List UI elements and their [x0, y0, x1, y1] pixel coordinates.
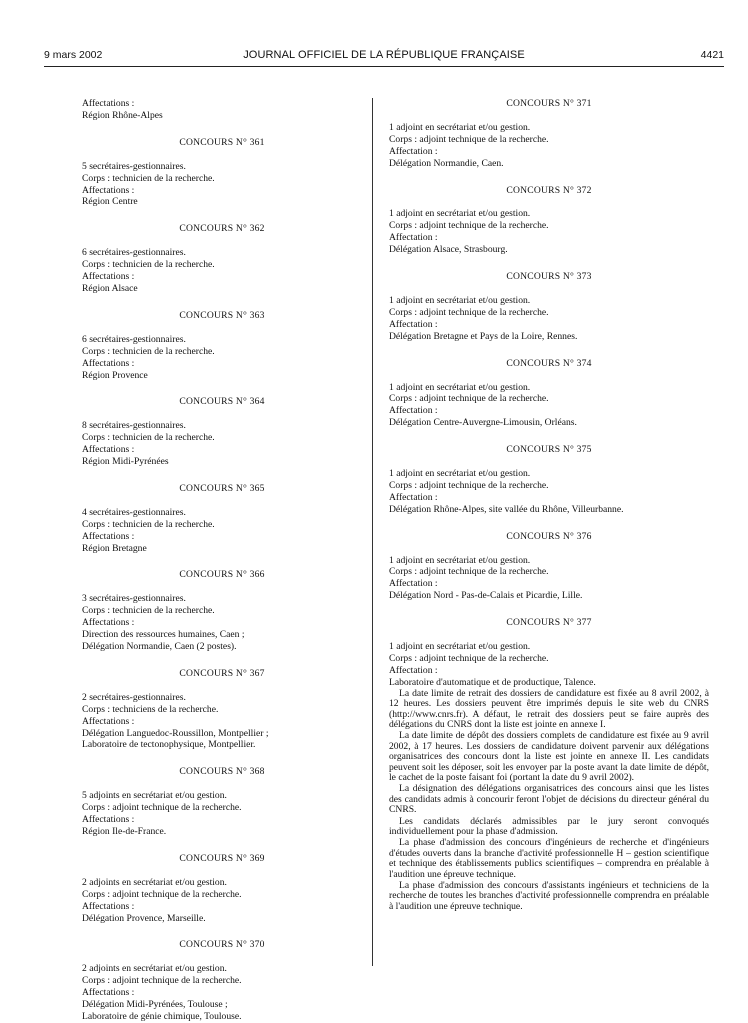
concours-title: CONCOURS N° 375: [506, 444, 592, 456]
concours-line: Affectation :: [389, 578, 438, 590]
concours-title: CONCOURS N° 363: [179, 309, 265, 321]
concours-section: [389, 358, 709, 430]
page-number: 4421: [700, 49, 724, 61]
concours-line: Région Centre: [82, 196, 138, 208]
concours-title: CONCOURS N° 377: [506, 617, 592, 629]
concours-line: Corps : technicien de la recherche.: [82, 259, 215, 271]
concours-section: [82, 483, 362, 555]
concours-section: [82, 668, 362, 751]
concours-section: [82, 310, 362, 382]
concours-line: Corps : adjoint technique de la recherche.: [389, 566, 549, 578]
concours-line: Corps : techniciens de la recherche.: [82, 703, 219, 715]
concours-section: [389, 617, 709, 689]
body-paragraph: La phase d'admission des concours d'assistants ingénieurs et techniciens de la recherche de toutes les branches d'activité professionnelle comprendra en préalable à l'audition une épreuve technique.: [389, 880, 709, 912]
concours-line: 1 adjoint en secrétariat et/ou gestion.: [389, 468, 531, 480]
concours-section: [82, 137, 362, 209]
body-paragraphs: [389, 689, 709, 913]
body-paragraph: Les candidats déclarés admissibles par le jury seront convoqués individuellement pour la phase d'admission.: [389, 815, 709, 837]
concours-line: 2 adjoints en secrétariat et/ou gestion.: [82, 963, 227, 975]
concours-section: [82, 569, 362, 652]
concours-line: Délégation Midi-Pyrénées, Toulouse ;: [82, 999, 228, 1011]
right-sections: [389, 98, 709, 689]
concours-line: Affectation :: [389, 232, 438, 244]
concours-line: 2 secrétaires-gestionnaires.: [82, 691, 186, 703]
concours-line: Corps : adjoint technique de la recherche.: [82, 802, 242, 814]
concours-line: Région Ile-de-France.: [82, 825, 167, 837]
concours-line: Corps : adjoint technique de la recherche.: [389, 133, 549, 145]
body-paragraph: La désignation des délégations organisatrices des concours ainsi que les listes des candidats admis à concourir feront l'objet de décisions du directeur général du CNRS.: [389, 783, 709, 816]
concours-title: CONCOURS N° 362: [179, 223, 265, 235]
concours-line: Corps : adjoint technique de la recherche.: [389, 393, 549, 405]
concours-line: Direction des ressources humaines, Caen ;: [82, 629, 245, 641]
concours-line: Affectations :: [82, 715, 135, 727]
header-rule: [44, 66, 724, 67]
concours-line: 1 adjoint en secrétariat et/ou gestion.: [389, 294, 531, 306]
concours-section: [82, 766, 362, 838]
concours-title: CONCOURS N° 376: [506, 530, 592, 542]
concours-line: Délégation Normandie, Caen (2 postes).: [82, 641, 237, 652]
concours-line: Corps : adjoint technique de la recherche.: [389, 220, 549, 232]
concours-section: [389, 185, 709, 257]
concours-line: 1 adjoint en secrétariat et/ou gestion.: [389, 381, 531, 393]
concours-title: CONCOURS N° 371: [506, 98, 592, 109]
concours-line: Affectations :: [82, 271, 135, 283]
concours-line: 6 secrétaires-gestionnaires.: [82, 247, 186, 259]
concours-section: [82, 223, 362, 295]
concours-line: Corps : adjoint technique de la recherche.: [82, 888, 242, 900]
concours-title: CONCOURS N° 369: [179, 852, 265, 864]
concours-line: Corps : technicien de la recherche.: [82, 605, 215, 617]
concours-title: CONCOURS N° 374: [506, 357, 592, 369]
concours-title: CONCOURS N° 361: [179, 136, 265, 148]
concours-line: Délégation Alsace, Strasbourg.: [389, 244, 508, 256]
concours-line: Région Alsace: [82, 282, 138, 294]
concours-line: 8 secrétaires-gestionnaires.: [82, 420, 186, 432]
concours-line: Délégation Rhône-Alpes, site vallée du Rhône, Villeurbanne.: [389, 503, 624, 515]
concours-line: Délégation Provence, Marseille.: [82, 912, 206, 924]
concours-line: Affectations :: [82, 900, 135, 912]
concours-title: CONCOURS N° 366: [179, 569, 265, 581]
concours-line: 1 adjoint en secrétariat et/ou gestion.: [389, 208, 531, 220]
concours-line: Laboratoire d'automatique et de productique, Talence.: [389, 676, 596, 688]
body-paragraph: La phase d'admission des concours d'ingénieurs de recherche et d'ingénieurs d'études ouverts dans la branche d'activité professionnelle H – gestion scientifique et technique des établissements publics scientifiques – comprendra en préalable à l'audition une épreuve technique.: [389, 837, 709, 880]
concours-line: Région Midi-Pyrénées: [82, 456, 169, 468]
concours-line: Corps : adjoint technique de la recherche.: [389, 306, 549, 318]
concours-line: Affectation :: [389, 318, 438, 330]
concours-section: [389, 98, 709, 170]
concours-line: Affectation :: [389, 664, 438, 676]
concours-section: [389, 444, 709, 516]
concours-line: 2 adjoints en secrétariat et/ou gestion.: [82, 876, 227, 888]
concours-title: CONCOURS N° 370: [179, 939, 265, 951]
concours-line: Affectations :: [82, 444, 135, 456]
concours-line: 5 secrétaires-gestionnaires.: [82, 160, 186, 172]
concours-line: Délégation Bretagne et Pays de la Loire, Rennes.: [389, 330, 578, 342]
concours-line: Corps : technicien de la recherche.: [82, 518, 215, 530]
concours-line: Affectation :: [389, 145, 438, 157]
concours-line: Affectations :: [82, 814, 135, 826]
concours-section: [82, 853, 362, 925]
body-paragraph: La date limite de retrait des dossiers de candidature est fixée au 8 avril 2002, à 12 heures. Les dossiers peuvent être imprimés depuis le site web du CNRS (http://www.cnrs.fr). A défaut, le retrait des dossiers peut se faire auprès des délégations du CNRS dont la liste est jointe en annexe I.: [389, 687, 709, 730]
concours-line: Corps : technicien de la recherche.: [82, 172, 215, 184]
concours-line: Délégation Centre-Auvergne-Limousin, Orléans.: [389, 417, 577, 429]
concours-line: 1 adjoint en secrétariat et/ou gestion.: [389, 554, 531, 566]
page-header: [44, 49, 724, 63]
concours-line: 4 secrétaires-gestionnaires.: [82, 506, 186, 518]
concours-line: Délégation Languedoc-Roussillon, Montpellier ;: [82, 727, 269, 739]
right-column: [389, 98, 709, 912]
concours-line: Affectations :: [82, 184, 135, 196]
concours-line: Région Bretagne: [82, 542, 147, 554]
concours-line: Corps : technicien de la recherche.: [82, 432, 215, 444]
concours-section: [82, 939, 362, 1022]
concours-title: CONCOURS N° 367: [179, 667, 265, 679]
left-column: [82, 98, 362, 1023]
concours-line: 6 secrétaires-gestionnaires.: [82, 333, 186, 345]
left-sections: [82, 137, 362, 1023]
concours-section: [389, 271, 709, 343]
concours-line: Affectation :: [389, 491, 438, 503]
concours-section: [389, 531, 709, 603]
concours-line: Corps : adjoint technique de la recherche.: [389, 653, 549, 664]
concours-line: Région Provence: [82, 369, 148, 381]
concours-title: CONCOURS N° 373: [506, 271, 592, 283]
concours-line: Corps : technicien de la recherche.: [82, 345, 215, 357]
concours-line: 3 secrétaires-gestionnaires.: [82, 593, 186, 605]
concours-title: CONCOURS N° 365: [179, 482, 265, 494]
concours-line: Laboratoire de tectonophysique, Montpellier.: [82, 739, 256, 751]
column-divider: [372, 98, 373, 966]
concours-title: CONCOURS N° 372: [506, 184, 592, 196]
concours-line: Affectation :: [389, 405, 438, 417]
concours-line: Affectations :: [82, 987, 135, 999]
body-paragraph: La date limite de dépôt des dossiers complets de candidature est fixée au 9 avril 2002, à 17 heures. Les dossiers de candidature doivent parvenir aux délégations organisatrices des concours dont la liste est jointe en annexe II. Les candidats peuvent soit les déposer, soit les envoyer par la poste avant la date limite de dépôt, le cachet de la poste faisant foi (portant la date du 9 avril 2002).: [389, 730, 709, 783]
concours-line: Délégation Normandie, Caen.: [389, 157, 504, 169]
intro-line: Affectations :: [82, 98, 135, 109]
concours-title: CONCOURS N° 368: [179, 766, 265, 778]
concours-line: 1 adjoint en secrétariat et/ou gestion.: [389, 641, 531, 653]
concours-line: Affectations :: [82, 530, 135, 542]
concours-line: 5 adjoints en secrétariat et/ou gestion.: [82, 790, 227, 802]
concours-title: CONCOURS N° 364: [179, 396, 265, 408]
journal-title: JOURNAL OFFICIEL DE LA RÉPUBLIQUE FRANÇAISE: [243, 49, 525, 61]
concours-line: Affectations :: [82, 617, 135, 629]
concours-line: 1 adjoint en secrétariat et/ou gestion.: [389, 121, 531, 133]
concours-line: Corps : adjoint technique de la recherche.: [82, 975, 242, 987]
concours-section: [82, 396, 362, 468]
concours-line: Délégation Nord - Pas-de-Calais et Picardie, Lille.: [389, 590, 583, 602]
concours-line: Affectations :: [82, 357, 135, 369]
intro-line: Région Rhône-Alpes: [82, 109, 163, 121]
header-date: 9 mars 2002: [44, 49, 103, 61]
concours-line: Laboratoire de génie chimique, Toulouse.: [82, 1010, 242, 1022]
concours-line: Corps : adjoint technique de la recherche.: [389, 479, 549, 491]
